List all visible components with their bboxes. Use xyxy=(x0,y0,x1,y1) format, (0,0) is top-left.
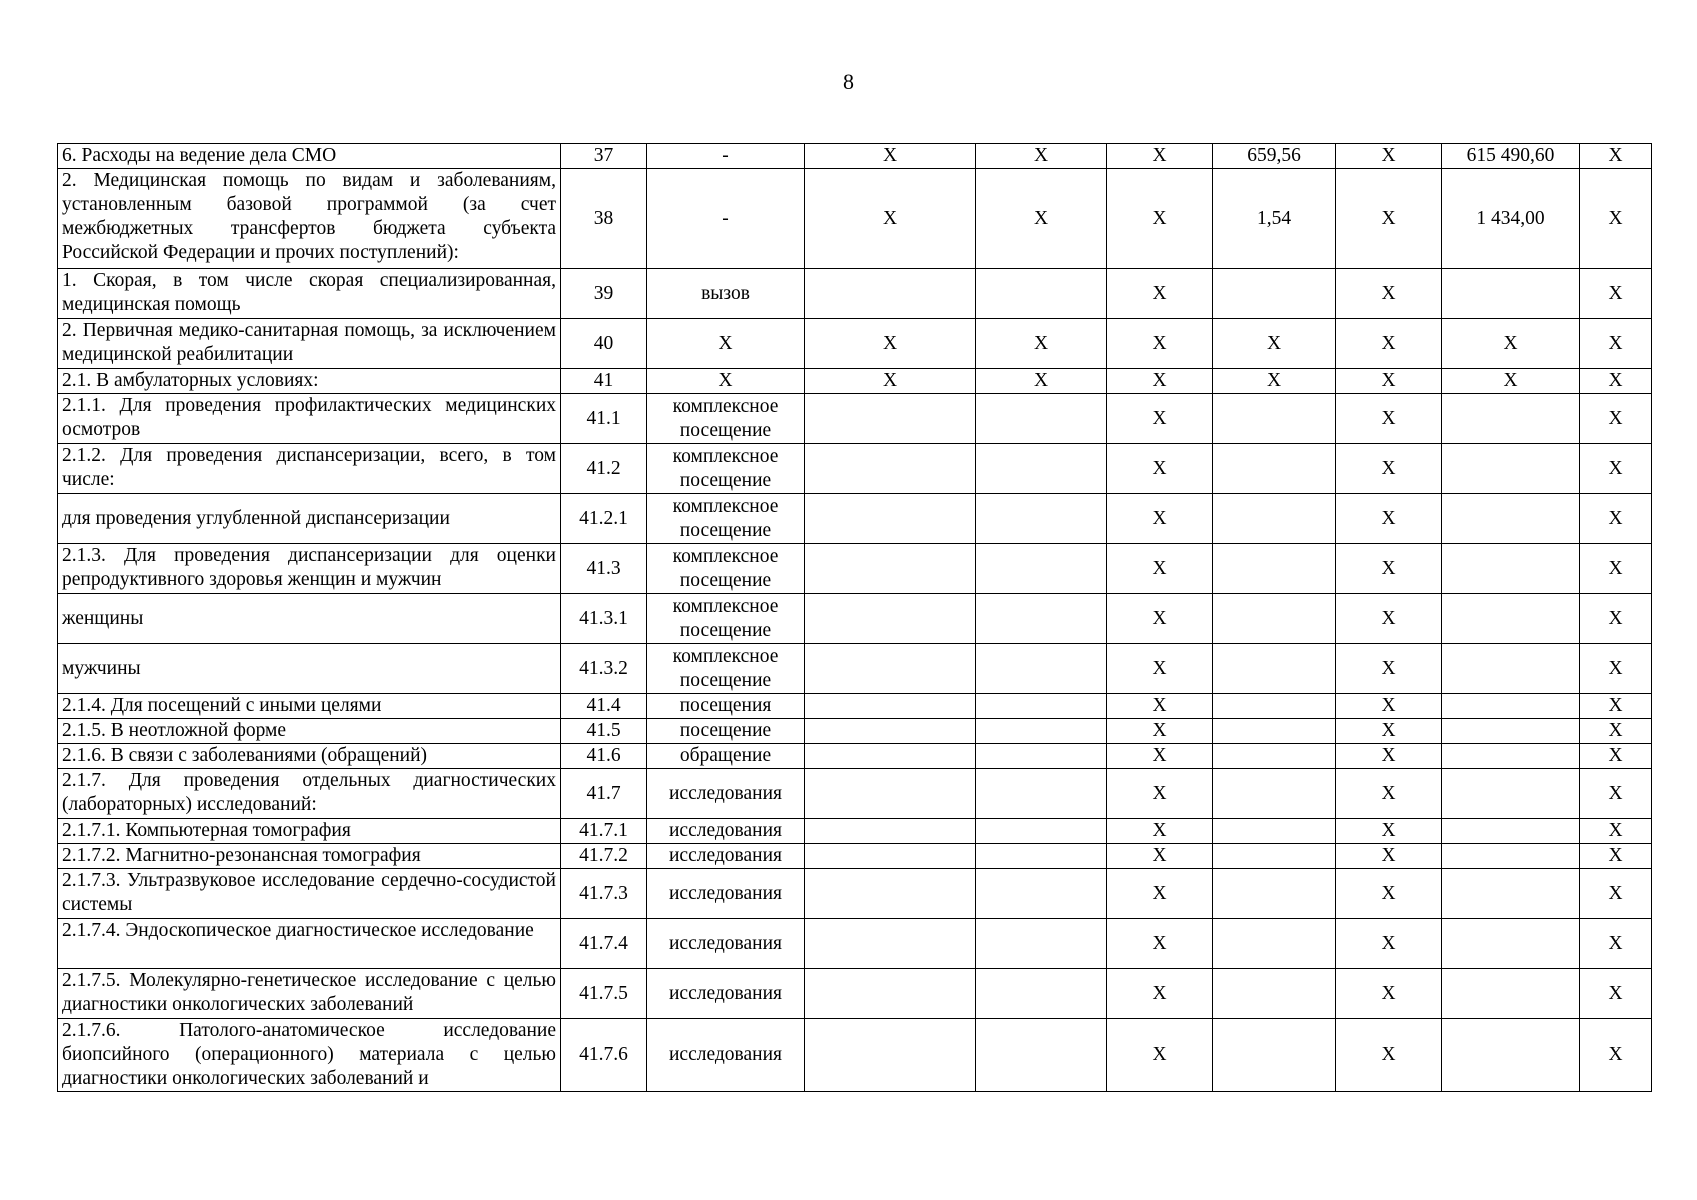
row-unit-cell: исследования xyxy=(647,1019,805,1092)
table-row xyxy=(58,319,1652,369)
row-name-cell: 2.1.3. Для проведения диспансеризации для оценки репродуктивного здоровья женщин и мужчин xyxy=(58,544,561,594)
row-unit-cell: комплексное посещение xyxy=(647,494,805,544)
col7-cell xyxy=(1213,869,1336,919)
row-name-cell: 2.1.7.2. Магнитно-резонансная томография xyxy=(58,844,561,869)
col5-cell xyxy=(976,919,1107,969)
row-code-cell: 41.7.5 xyxy=(561,969,647,1019)
row-unit-cell: посещения xyxy=(647,694,805,719)
row-unit-cell: комплексное посещение xyxy=(647,394,805,444)
row-name-cell: 6. Расходы на ведение дела СМО xyxy=(58,144,561,169)
col8-cell: X xyxy=(1336,594,1442,644)
col5-cell xyxy=(976,1019,1107,1092)
row-unit-cell: комплексное посещение xyxy=(647,644,805,694)
col5-cell xyxy=(976,594,1107,644)
col8-cell: X xyxy=(1336,144,1442,169)
col4-cell xyxy=(805,819,976,844)
row-unit-cell: исследования xyxy=(647,819,805,844)
col5-cell xyxy=(976,844,1107,869)
col9-cell xyxy=(1442,719,1580,744)
col7-cell xyxy=(1213,819,1336,844)
col4-cell xyxy=(805,444,976,494)
col7-cell: X xyxy=(1213,369,1336,394)
row-unit-cell: X xyxy=(647,319,805,369)
col6-cell: X xyxy=(1107,844,1213,869)
col6-cell: X xyxy=(1107,594,1213,644)
row-name-cell: 2.1.7.3. Ультразвуковое исследование сердечно-сосудистой системы xyxy=(58,869,561,919)
row-unit-cell: исследования xyxy=(647,969,805,1019)
row-name-cell: 2. Медицинская помощь по видам и заболеваниям, установленным базовой программой (за счет межбюджетных трансфертов бюджета субъекта Российской Федерации и прочих поступлений): xyxy=(58,169,561,269)
row-name-cell: 2.1.7.1. Компьютерная томография xyxy=(58,819,561,844)
row-unit-cell: комплексное посещение xyxy=(647,444,805,494)
col5-cell: X xyxy=(976,319,1107,369)
row-code-cell: 39 xyxy=(561,269,647,319)
col10-cell: X xyxy=(1580,394,1652,444)
col5-cell: X xyxy=(976,169,1107,269)
row-code-cell: 41.6 xyxy=(561,744,647,769)
col4-cell: X xyxy=(805,319,976,369)
col4-cell xyxy=(805,744,976,769)
col10-cell: X xyxy=(1580,744,1652,769)
row-code-cell: 41.3 xyxy=(561,544,647,594)
col7-cell: 659,56 xyxy=(1213,144,1336,169)
col6-cell: X xyxy=(1107,1019,1213,1092)
col6-cell: X xyxy=(1107,494,1213,544)
col6-cell: X xyxy=(1107,694,1213,719)
row-code-cell: 41.7.6 xyxy=(561,1019,647,1092)
col6-cell: X xyxy=(1107,144,1213,169)
row-unit-cell: обращение xyxy=(647,744,805,769)
row-unit-cell: - xyxy=(647,169,805,269)
col10-cell: X xyxy=(1580,769,1652,819)
col7-cell xyxy=(1213,769,1336,819)
col6-cell: X xyxy=(1107,769,1213,819)
col8-cell: X xyxy=(1336,269,1442,319)
col4-cell xyxy=(805,694,976,719)
col6-cell: X xyxy=(1107,719,1213,744)
col6-cell: X xyxy=(1107,644,1213,694)
col9-cell: 1 434,00 xyxy=(1442,169,1580,269)
row-unit-cell: комплексное посещение xyxy=(647,594,805,644)
table-row xyxy=(58,869,1652,919)
col4-cell xyxy=(805,394,976,444)
col5-cell xyxy=(976,969,1107,1019)
row-name-cell: 2.1.6. В связи с заболеваниями (обращений) xyxy=(58,744,561,769)
row-name-cell: 2.1. В амбулаторных условиях: xyxy=(58,369,561,394)
col6-cell: X xyxy=(1107,269,1213,319)
col6-cell: X xyxy=(1107,369,1213,394)
col9-cell xyxy=(1442,444,1580,494)
row-code-cell: 41.7.4 xyxy=(561,919,647,969)
col5-cell xyxy=(976,769,1107,819)
table-row xyxy=(58,169,1652,269)
row-code-cell: 41.1 xyxy=(561,394,647,444)
row-unit-cell: комплексное посещение xyxy=(647,544,805,594)
row-name-cell: 2.1.4. Для посещений с иными целями xyxy=(58,694,561,719)
col5-cell: X xyxy=(976,144,1107,169)
col10-cell: X xyxy=(1580,494,1652,544)
col9-cell xyxy=(1442,694,1580,719)
col8-cell: X xyxy=(1336,844,1442,869)
table-row xyxy=(58,494,1652,544)
table-row xyxy=(58,844,1652,869)
table-row xyxy=(58,269,1652,319)
row-code-cell: 41.3.1 xyxy=(561,594,647,644)
col6-cell: X xyxy=(1107,394,1213,444)
col8-cell: X xyxy=(1336,969,1442,1019)
row-name-cell: 2.1.7. Для проведения отдельных диагностических (лабораторных) исследований: xyxy=(58,769,561,819)
col9-cell xyxy=(1442,394,1580,444)
col7-cell xyxy=(1213,1019,1336,1092)
col8-cell: X xyxy=(1336,869,1442,919)
col9-cell xyxy=(1442,869,1580,919)
col8-cell: X xyxy=(1336,544,1442,594)
col6-cell: X xyxy=(1107,169,1213,269)
col9-cell xyxy=(1442,769,1580,819)
col8-cell: X xyxy=(1336,169,1442,269)
col5-cell xyxy=(976,544,1107,594)
table-row xyxy=(58,594,1652,644)
col9-cell xyxy=(1442,844,1580,869)
row-code-cell: 41.7.2 xyxy=(561,844,647,869)
col9-cell: 615 490,60 xyxy=(1442,144,1580,169)
col9-cell: X xyxy=(1442,319,1580,369)
col8-cell: X xyxy=(1336,769,1442,819)
table-row xyxy=(58,144,1652,169)
table-row xyxy=(58,819,1652,844)
col8-cell: X xyxy=(1336,1019,1442,1092)
table-body xyxy=(58,144,1652,1092)
tariff-table xyxy=(57,143,1652,1092)
row-unit-cell: посещение xyxy=(647,719,805,744)
col4-cell xyxy=(805,769,976,819)
col4-cell xyxy=(805,719,976,744)
col7-cell xyxy=(1213,969,1336,1019)
row-code-cell: 41.2 xyxy=(561,444,647,494)
col10-cell: X xyxy=(1580,594,1652,644)
row-unit-cell: X xyxy=(647,369,805,394)
col5-cell xyxy=(976,494,1107,544)
col7-cell xyxy=(1213,744,1336,769)
row-code-cell: 41.7 xyxy=(561,769,647,819)
col10-cell: X xyxy=(1580,644,1652,694)
col10-cell: X xyxy=(1580,844,1652,869)
col6-cell: X xyxy=(1107,319,1213,369)
col9-cell xyxy=(1442,494,1580,544)
col10-cell: X xyxy=(1580,1019,1652,1092)
col8-cell: X xyxy=(1336,444,1442,494)
col8-cell: X xyxy=(1336,394,1442,444)
col4-cell xyxy=(805,844,976,869)
col5-cell xyxy=(976,744,1107,769)
col7-cell xyxy=(1213,394,1336,444)
col10-cell: X xyxy=(1580,369,1652,394)
col7-cell xyxy=(1213,269,1336,319)
row-code-cell: 41.2.1 xyxy=(561,494,647,544)
col10-cell: X xyxy=(1580,919,1652,969)
col7-cell xyxy=(1213,544,1336,594)
col4-cell: X xyxy=(805,144,976,169)
col7-cell xyxy=(1213,694,1336,719)
row-name-cell: для проведения углубленной диспансеризации xyxy=(58,494,561,544)
row-unit-cell: вызов xyxy=(647,269,805,319)
col7-cell xyxy=(1213,844,1336,869)
col8-cell: X xyxy=(1336,744,1442,769)
row-name-cell: 2.1.2. Для проведения диспансеризации, всего, в том числе: xyxy=(58,444,561,494)
col9-cell xyxy=(1442,744,1580,769)
col4-cell xyxy=(805,269,976,319)
row-code-cell: 41.7.3 xyxy=(561,869,647,919)
col4-cell xyxy=(805,1019,976,1092)
row-name-cell: 2.1.1. Для проведения профилактических медицинских осмотров xyxy=(58,394,561,444)
col7-cell xyxy=(1213,444,1336,494)
row-name-cell: 2.1.7.5. Молекулярно-генетическое исследование с целью диагностики онкологических заболеваний xyxy=(58,969,561,1019)
col10-cell: X xyxy=(1580,144,1652,169)
row-code-cell: 41.4 xyxy=(561,694,647,719)
col5-cell xyxy=(976,819,1107,844)
col9-cell xyxy=(1442,544,1580,594)
col7-cell xyxy=(1213,644,1336,694)
col8-cell: X xyxy=(1336,719,1442,744)
col6-cell: X xyxy=(1107,919,1213,969)
table-row xyxy=(58,544,1652,594)
col6-cell: X xyxy=(1107,819,1213,844)
row-name-cell: 1. Скорая, в том числе скорая специализированная, медицинская помощь xyxy=(58,269,561,319)
table-row xyxy=(58,644,1652,694)
col8-cell: X xyxy=(1336,494,1442,544)
row-name-cell: 2.1.5. В неотложной форме xyxy=(58,719,561,744)
col7-cell xyxy=(1213,594,1336,644)
table-row xyxy=(58,694,1652,719)
col6-cell: X xyxy=(1107,869,1213,919)
col10-cell: X xyxy=(1580,319,1652,369)
col4-cell xyxy=(805,494,976,544)
col5-cell xyxy=(976,644,1107,694)
row-unit-cell: - xyxy=(647,144,805,169)
table-row xyxy=(58,444,1652,494)
col8-cell: X xyxy=(1336,319,1442,369)
col6-cell: X xyxy=(1107,544,1213,594)
col7-cell: X xyxy=(1213,319,1336,369)
table-row xyxy=(58,969,1652,1019)
col6-cell: X xyxy=(1107,969,1213,1019)
row-code-cell: 41.7.1 xyxy=(561,819,647,844)
col5-cell xyxy=(976,694,1107,719)
col4-cell xyxy=(805,919,976,969)
row-code-cell: 38 xyxy=(561,169,647,269)
row-unit-cell: исследования xyxy=(647,919,805,969)
col9-cell xyxy=(1442,644,1580,694)
table-row xyxy=(58,394,1652,444)
row-name-cell: женщины xyxy=(58,594,561,644)
col9-cell xyxy=(1442,1019,1580,1092)
row-code-cell: 41.3.2 xyxy=(561,644,647,694)
table-row xyxy=(58,369,1652,394)
col9-cell: X xyxy=(1442,369,1580,394)
row-name-cell: 2.1.7.6. Патолого-анатомическое исследование биопсийного (операционного) материала с целью диагностики онкологических заболеваний и xyxy=(58,1019,561,1092)
col10-cell: X xyxy=(1580,969,1652,1019)
col4-cell xyxy=(805,969,976,1019)
col4-cell xyxy=(805,869,976,919)
col10-cell: X xyxy=(1580,444,1652,494)
col8-cell: X xyxy=(1336,694,1442,719)
col6-cell: X xyxy=(1107,744,1213,769)
table-row xyxy=(58,1019,1652,1092)
row-unit-cell: исследования xyxy=(647,844,805,869)
col4-cell xyxy=(805,644,976,694)
row-code-cell: 41 xyxy=(561,369,647,394)
col5-cell xyxy=(976,869,1107,919)
col7-cell xyxy=(1213,719,1336,744)
col5-cell: X xyxy=(976,369,1107,394)
col10-cell: X xyxy=(1580,269,1652,319)
table-row xyxy=(58,919,1652,969)
table-row xyxy=(58,744,1652,769)
col9-cell xyxy=(1442,919,1580,969)
col5-cell xyxy=(976,394,1107,444)
col8-cell: X xyxy=(1336,919,1442,969)
col10-cell: X xyxy=(1580,719,1652,744)
row-code-cell: 41.5 xyxy=(561,719,647,744)
col4-cell: X xyxy=(805,169,976,269)
col8-cell: X xyxy=(1336,819,1442,844)
col4-cell xyxy=(805,544,976,594)
row-unit-cell: исследования xyxy=(647,869,805,919)
table-row xyxy=(58,769,1652,819)
col10-cell: X xyxy=(1580,869,1652,919)
row-name-cell: мужчины xyxy=(58,644,561,694)
col5-cell xyxy=(976,444,1107,494)
col9-cell xyxy=(1442,819,1580,844)
row-name-cell: 2. Первичная медико-санитарная помощь, за исключением медицинской реабилитации xyxy=(58,319,561,369)
row-code-cell: 37 xyxy=(561,144,647,169)
col5-cell xyxy=(976,719,1107,744)
col9-cell xyxy=(1442,269,1580,319)
col4-cell xyxy=(805,594,976,644)
col5-cell xyxy=(976,269,1107,319)
col10-cell: X xyxy=(1580,694,1652,719)
col7-cell xyxy=(1213,919,1336,969)
row-name-cell: 2.1.7.4. Эндоскопическое диагностическое исследование xyxy=(58,919,561,969)
col9-cell xyxy=(1442,594,1580,644)
col10-cell: X xyxy=(1580,169,1652,269)
row-code-cell: 40 xyxy=(561,319,647,369)
col8-cell: X xyxy=(1336,644,1442,694)
col9-cell xyxy=(1442,969,1580,1019)
table-row xyxy=(58,719,1652,744)
row-unit-cell: исследования xyxy=(647,769,805,819)
col8-cell: X xyxy=(1336,369,1442,394)
col7-cell xyxy=(1213,494,1336,544)
col10-cell: X xyxy=(1580,819,1652,844)
col6-cell: X xyxy=(1107,444,1213,494)
col4-cell: X xyxy=(805,369,976,394)
col7-cell: 1,54 xyxy=(1213,169,1336,269)
col10-cell: X xyxy=(1580,544,1652,594)
page-number: 8 xyxy=(843,69,854,94)
